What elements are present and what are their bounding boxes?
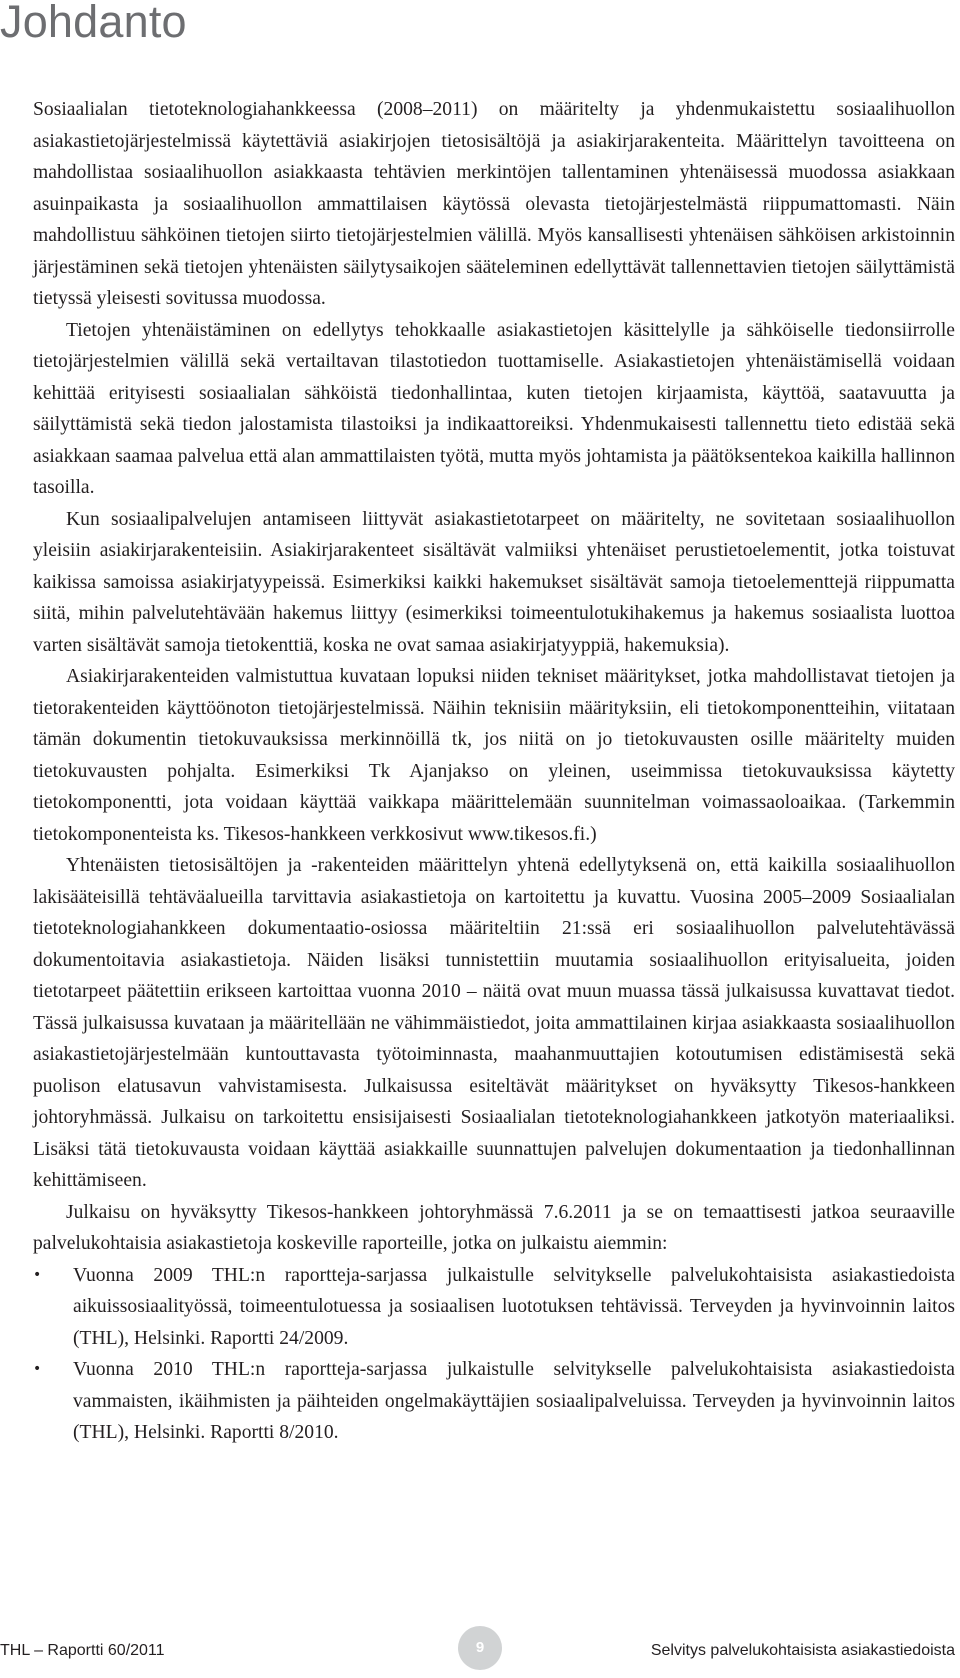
paragraph-6: Julkaisu on hyväksytty Tikesos-hankkeen johtoryhmässä 7.6.2011 ja se on temaattisesti jatkoa seuraaville palvelukohtaisia asiakastietoja koskeville raporteille, jotka on julkaistu aiemmin: xyxy=(33,1201,955,1254)
paragraph-1: Sosiaalialan tietoteknologiahankkeessa (2008–2011) on määritelty ja yhdenmukaistettu sosiaalihuollon asiakastietojärjestelmissä käytettäviä asiakirjojen tietosisältöjä ja asiakirjarakenteita. Määrittelyn tavoitteena on mahdollistaa sosiaalihuollon asiakkaasta tehtävien merkintöjen tallentaminen yhtenäisessä muodossa asiakkaan asuinpaikasta ja sosiaalihuollon ammattilaisen käytössä olevasta tietojärjestelmästä riippumattomasti. Näin mahdollistuu sähköinen tietojen siirto tietojärjestelmien välillä. Myös kansallisesti yhtenäisen sähköisen arkistoinnin järjestäminen sekä tietojen yhtenäisten säilytysaikojen sääteleminen edellyttävät tallennettavien tietojen säilyttämistä tietyssä yleisesti sovitussa muodossa. xyxy=(33,99,955,309)
bullet-icon: • xyxy=(33,1361,42,1377)
paragraph-2: Tietojen yhtenäistäminen on edellytys tehokkaalle asiakastietojen käsittelylle ja sähköiselle tiedonsiirrolle tietojärjestelmien välillä sekä vertailtavan tilastotiedon tuottamiselle. Asiakastietojen yhtenäistämisellä voidaan kehittää erityisesti sosiaalialan sähköistä tiedonhallintaa, kuten tietojen kirjaamista, käyttöä, saatavuutta ja säilyttämistä sekä tiedon jalostamista tilastoiksi ja indikaattoreiksi. Yhdenmukaisesti tallennettu tieto edistää sekä asiakkaan saamaa palvelua että alan ammattilaisten työtä, mutta myös johtamista ja päätöksentekoa kaikilla hallinnon tasoilla. xyxy=(33,319,955,498)
footer-publication: THL – Raportti 60/2011 xyxy=(0,1642,165,1659)
list-item xyxy=(33,1354,955,1449)
paragraph-4: Asiakirjarakenteiden valmistuttua kuvataan lopuksi niiden tekniset määritykset, jotka mahdollistavat tietojen ja tietorakenteiden käyttöönoton tietojärjestelmissä. Näihin teknisiin määrityksiin, eli tietokomponentteihin, viitataan tämän dokumentin tietokuvauksissa merkinnöillä tk, jos niitä on jo tietokuvausten osille määritelty muiden tietokuvausten pohjalta. Esimerkiksi Tk Ajanjakso on yleinen, useimmissa tietokuvauksissa käytetty tietokomponentti, jota voidaan käyttää vaikkapa määrittelemään suunnitelman voimassaoloaikaa. (Tarkemmin tietokomponenteista ks. Tikesos-hankkeen verkkosivut www.tikesos.fi.) xyxy=(33,666,955,845)
list-item-text: Vuonna 2009 THL:n raportteja-sarjassa julkaistulle selvitykselle palvelukohtaisista asiakastiedoista aikuissosiaalityössä, toimeentulotuessa ja sosiaalisen luototuksen tehtävissä. Terveyden ja hyvinvoinnin laitos (THL), Helsinki. Raportti 24/2009. xyxy=(73,1264,955,1349)
page-number-badge: 9 xyxy=(458,1626,502,1670)
page-title: Johdanto xyxy=(0,0,187,47)
reference-list xyxy=(33,1260,955,1449)
footer-report-title: Selvitys palvelukohtaisista asiakastiedoista xyxy=(650,1642,955,1659)
paragraph-5: Yhtenäisten tietosisältöjen ja -rakenteiden määrittelyn yhtenä edellytyksenä on, että kaikilla sosiaalihuollon lakisääteisillä tehtäväalueilla tarvittavia asiakastietoja on kartoitettu ja kuvattu. Vuosina 2005–2009 Sosiaalialan tietoteknologiahankkeen dokumentaatio-osiossa määriteltiin 21:ssä eri sosiaalihuollon palvelutehtävässä dokumentoitavia asiakastietoja. Näiden lisäksi tunnistettiin muutamia sosiaalihuollon erityisalueita, joiden tietotarpeet päätettiin erikseen kartoittaa vuonna 2010 – näitä ovat muun muassa tässä julkaisussa kuvattavat tiedot. Tässä julkaisussa kuvataan ja määritellään ne vähimmäistiedot, joita ammattilainen kirjaa asiakkaasta sosiaalihuollon asiakastietojärjestelmään kuntouttavasta työtoiminnasta, maahanmuuttajien kotoutumisen edistämisestä sekä puolison elatusavun vahvistamisesta. Julkaisussa esiteltävät määritykset on hyväksytty Tikesos-hankkeen johtoryhmässä. Julkaisu on tarkoitettu ensisijaisesti Sosiaalialan tietoteknologiahankkeen jatkotyön materiaaliksi. Lisäksi tätä tietokuvausta voidaan käyttää asiakkaille suunnattujen palvelujen dokumentaation ja tiedonhallinnan kehittämiseen. xyxy=(33,855,955,1191)
list-item-text: Vuonna 2010 THL:n raportteja-sarjassa julkaistulle selvitykselle palvelukohtaisista asiakastiedoista vammaisten, ikäihmisten ja päihteiden ongelmakäyttäjien sosiaalipalveluissa. Terveyden ja hyvinvoinnin laitos (THL), Helsinki. Raportti 8/2010. xyxy=(73,1359,955,1443)
page-footer xyxy=(0,1626,960,1670)
paragraph-3: Kun sosiaalipalvelujen antamiseen liittyvät asiakastietotarpeet on määritelty, ne sovitetaan sosiaalihuollon yleisiin asiakirjarakenteisiin. Asiakirjarakenteet sisältävät valmiiksi yhtenäiset perustietoelementit, jotka toistuvat kaikissa samoissa asiakirjatyypeissä. Esimerkiksi kaikki hakemukset sisältävät samoja tietoelementtejä riippumatta siitä, mihin palvelutehtävään hakemus liittyy (esimerkiksi toimeentulotukihakemus ja hakemus sosiaalista luottoa varten sisältävät samoja tietokenttiä, koska ne ovat samaa asiakirjatyyppiä, hakemuksia). xyxy=(33,508,955,656)
bullet-icon: • xyxy=(33,1266,42,1283)
list-item xyxy=(33,1260,955,1355)
body-text xyxy=(33,94,955,1449)
